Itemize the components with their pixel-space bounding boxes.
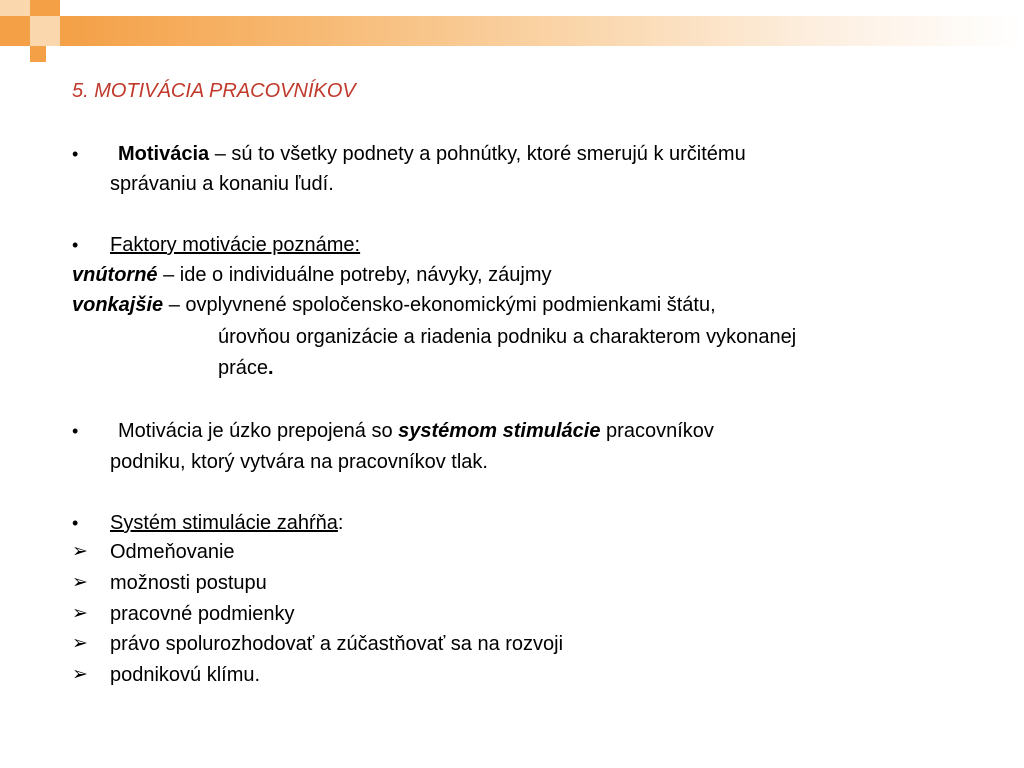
external-text-3	[218, 356, 274, 380]
bullet-icon: •	[72, 513, 79, 533]
bullet-icon: •	[72, 144, 79, 164]
list-item: Odmeňovanie	[110, 541, 235, 563]
list-item: možnosti postupu	[110, 572, 267, 594]
motivation-definition	[118, 142, 746, 166]
stimulation-system-colon: :	[337, 512, 344, 534]
deco-gradient-band	[60, 16, 1024, 46]
internal-term: vnútorné	[72, 264, 158, 286]
stimulation-system-heading	[110, 511, 343, 535]
deco-square	[30, 0, 60, 16]
internal-text: – ide o individuálne potreby, návyky, záujmy	[157, 264, 552, 286]
stimulation-system-title: Systém stimulácie zahŕňa	[110, 512, 338, 534]
external-factor	[72, 293, 716, 317]
arrow-bullet-icon: ➢	[72, 664, 88, 685]
motivation-term: Motivácia	[118, 143, 210, 165]
deco-square	[0, 0, 30, 16]
deco-square	[30, 46, 46, 62]
arrow-bullet-icon: ➢	[72, 633, 88, 654]
arrow-bullet-icon: ➢	[72, 541, 88, 562]
list-item: podnikovú klímu.	[110, 664, 261, 686]
motivation-text-1: – sú to všetky podnety a pohnútky, ktoré smerujú k určitému	[209, 143, 746, 165]
internal-factor	[72, 263, 551, 287]
motivation-text-2: správaniu a konaniu ľudí.	[110, 173, 334, 195]
deco-square	[30, 16, 60, 46]
bullet-icon: •	[72, 235, 79, 255]
external-text-3-period: .	[268, 357, 274, 379]
arrow-bullet-icon: ➢	[72, 603, 88, 624]
arrow-bullet-icon: ➢	[72, 572, 88, 593]
list-item: právo spolurozhodovať a zúčastňovať sa na rozvoji	[110, 633, 564, 655]
stimulation-text-3: podniku, ktorý vytvára na pracovníkov tlak.	[110, 451, 488, 473]
slide-title: 5. MOTIVÁCIA PRACOVNÍKOV	[72, 80, 356, 102]
external-term: vonkajšie	[72, 294, 164, 316]
stimulation-term: systémom stimulácie	[398, 420, 601, 442]
bullet-icon: •	[72, 421, 79, 441]
factors-heading: Faktory motivácie poznáme:	[110, 234, 361, 256]
stimulation-link	[118, 419, 714, 443]
stimulation-text-2: pracovníkov	[600, 420, 714, 442]
external-text-3-word: práce	[218, 357, 269, 379]
stimulation-text-1: Motivácia je úzko prepojená so	[118, 420, 399, 442]
external-text-2: úrovňou organizácie a riadenia podniku a charakterom vykonanej	[218, 326, 797, 348]
deco-square	[0, 16, 30, 46]
external-text-1: – ovplyvnené spoločensko-ekonomickými podmienkami štátu,	[163, 294, 716, 316]
list-item: pracovné podmienky	[110, 603, 295, 625]
